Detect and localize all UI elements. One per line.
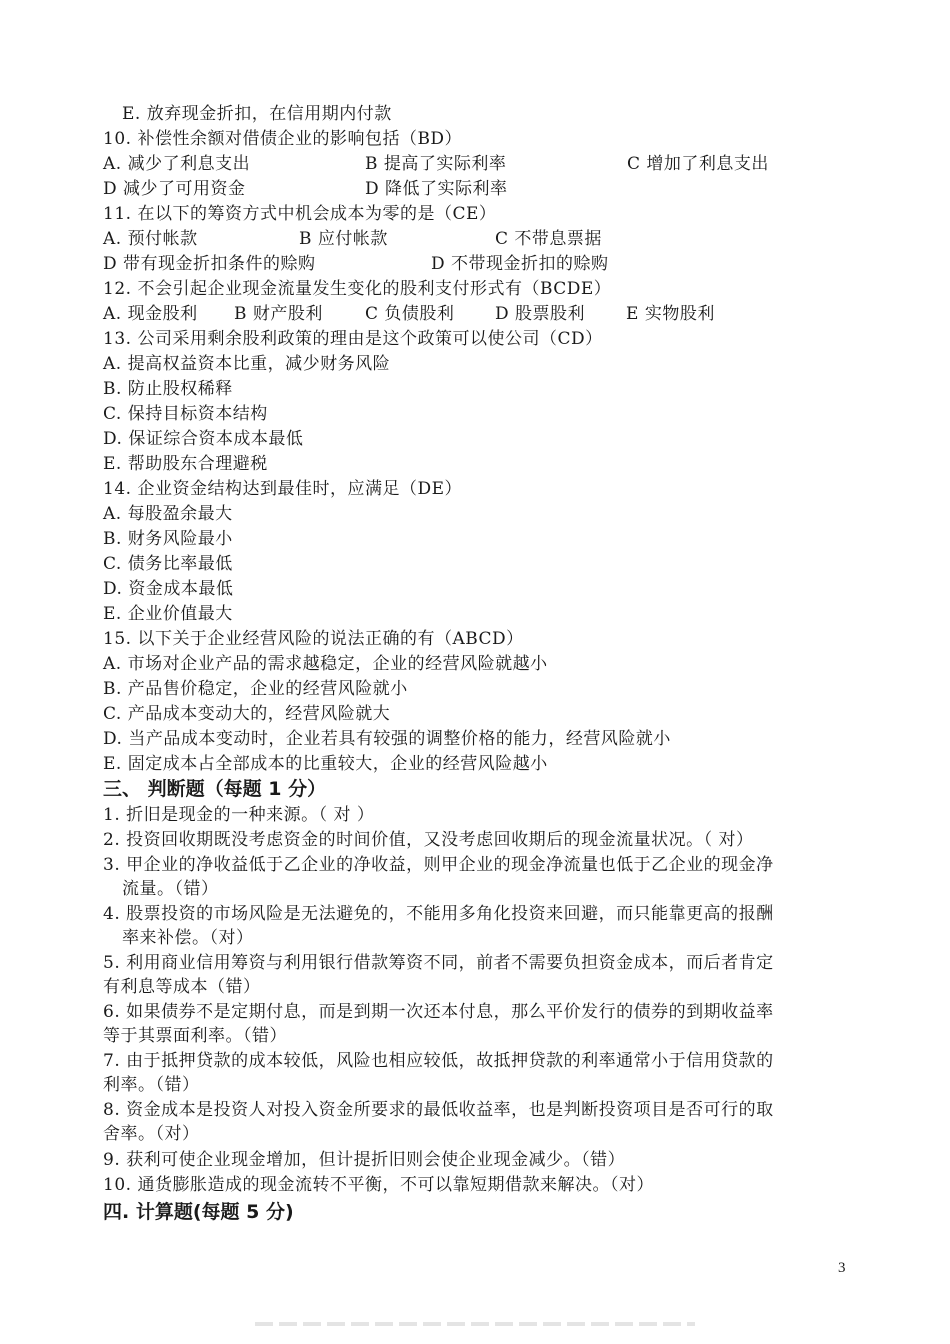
option-c: C. 产品成本变动大的，经营风险就大 (103, 704, 391, 724)
question-13: 13. 公司采用剩余股利政策的理由是这个政策可以使公司（CD） (103, 329, 603, 349)
section-heading-judgment: 三、 判断题（每题 1 分） (103, 778, 327, 800)
judgment-5-cont: 有利息等成本（错） (103, 977, 261, 997)
option-d: D 减少了可用资金 (103, 179, 246, 199)
option-b: B 提高了实际利率 (365, 154, 507, 174)
judgment-7: 7. 由于抵押贷款的成本较低，风险也相应较低，故抵押贷款的利率通常小于信用贷款的 (103, 1051, 774, 1071)
option-c: C 增加了利息支出 (627, 154, 769, 174)
judgment-8-cont: 舍率。（对） (103, 1124, 200, 1144)
judgment-1: 1. 折旧是现金的一种来源。（ 对 ） (103, 805, 375, 825)
option-b: B 财产股利 (234, 304, 323, 324)
option-d-alt: D 降低了实际利率 (365, 179, 508, 199)
option-d-alt: D 不带现金折扣的赊购 (431, 254, 609, 274)
option-b: B 应付帐款 (299, 229, 388, 249)
judgment-9: 9. 获利可使企业现金增加，但计提折旧则会使企业现金减少。（错） (103, 1150, 626, 1170)
option-a: A. 减少了利息支出 (103, 154, 251, 174)
judgment-2: 2. 投资回收期既没考虑资金的时间价值，又没考虑回收期后的现金流量状况。（ 对） (103, 830, 754, 850)
option-a: A. 每股盈余最大 (103, 504, 233, 524)
judgment-6-cont: 等于其票面利率。（错） (103, 1026, 287, 1046)
question-10: 10. 补偿性余额对借债企业的影响包括（BD） (103, 129, 463, 149)
option-d: D 股票股利 (495, 304, 586, 324)
judgment-10: 10. 通货膨胀造成的现金流转不平衡，不可以靠短期借款来解决。（对） (103, 1175, 654, 1195)
option-d: D. 保证综合资本成本最低 (103, 429, 304, 449)
option-b: B. 防止股权稀释 (103, 379, 233, 399)
question-14: 14. 企业资金结构达到最佳时，应满足（DE） (103, 479, 462, 499)
option-c: C. 债务比率最低 (103, 554, 233, 574)
option-a: A. 市场对企业产品的需求越稳定，企业的经营风险就越小 (103, 654, 548, 674)
judgment-5: 5. 利用商业信用筹资与利用银行借款筹资不同，前者不需要负担资金成本，而后者肯定 (103, 953, 774, 973)
option-c: C. 保持目标资本结构 (103, 404, 268, 424)
option-e: E. 固定成本占全部成本的比重较大，企业的经营风险越小 (103, 754, 548, 774)
judgment-3-cont: 流量。（错） (122, 879, 219, 899)
page-number: 3 (838, 1260, 846, 1276)
faint-footer-watermark (255, 1322, 695, 1326)
option-e: E 实物股利 (626, 304, 715, 324)
question-12: 12. 不会引起企业现金流量发生变化的股利支付形式有（BCDE） (103, 279, 612, 299)
option-e: E. 帮助股东合理避税 (103, 454, 268, 474)
judgment-6: 6. 如果债券不是定期付息，而是到期一次还本付息，那么平价发行的债券的到期收益率 (103, 1002, 774, 1022)
option-a: A. 现金股利 (103, 304, 198, 324)
judgment-8: 8. 资金成本是投资人对投入资金所要求的最低收益率，也是判断投资项目是否可行的取 (103, 1100, 774, 1120)
option-c: C 不带息票据 (495, 229, 602, 249)
judgment-4: 4. 股票投资的市场风险是无法避免的，不能用多角化投资来回避，而只能靠更高的报酬 (103, 904, 774, 924)
section-heading-calculation: 四. 计算题(每题 5 分) (103, 1201, 294, 1223)
question-11: 11. 在以下的筹资方式中机会成本为零的是（CE） (103, 204, 497, 224)
judgment-7-cont: 利率。（错） (103, 1075, 200, 1095)
option-e-line: E. 放弃现金折扣，在信用期内付款 (122, 104, 392, 124)
option-a: A. 预付帐款 (103, 229, 198, 249)
option-e: E. 企业价值最大 (103, 604, 233, 624)
judgment-3: 3. 甲企业的净收益低于乙企业的净收益，则甲企业的现金净流量也低于乙企业的现金净 (103, 855, 774, 875)
option-c: C 负债股利 (365, 304, 455, 324)
option-d: D. 当产品成本变动时，企业若具有较强的调整价格的能力，经营风险就小 (103, 729, 671, 749)
option-d: D. 资金成本最低 (103, 579, 234, 599)
option-b: B. 产品售价稳定，企业的经营风险就小 (103, 679, 408, 699)
question-15: 15. 以下关于企业经营风险的说法正确的有（ABCD） (103, 629, 524, 649)
option-d: D 带有现金折扣条件的赊购 (103, 254, 316, 274)
option-a: A. 提高权益资本比重，减少财务风险 (103, 354, 391, 374)
option-b: B. 财务风险最小 (103, 529, 233, 549)
judgment-4-cont: 率来补偿。（对） (122, 928, 254, 948)
